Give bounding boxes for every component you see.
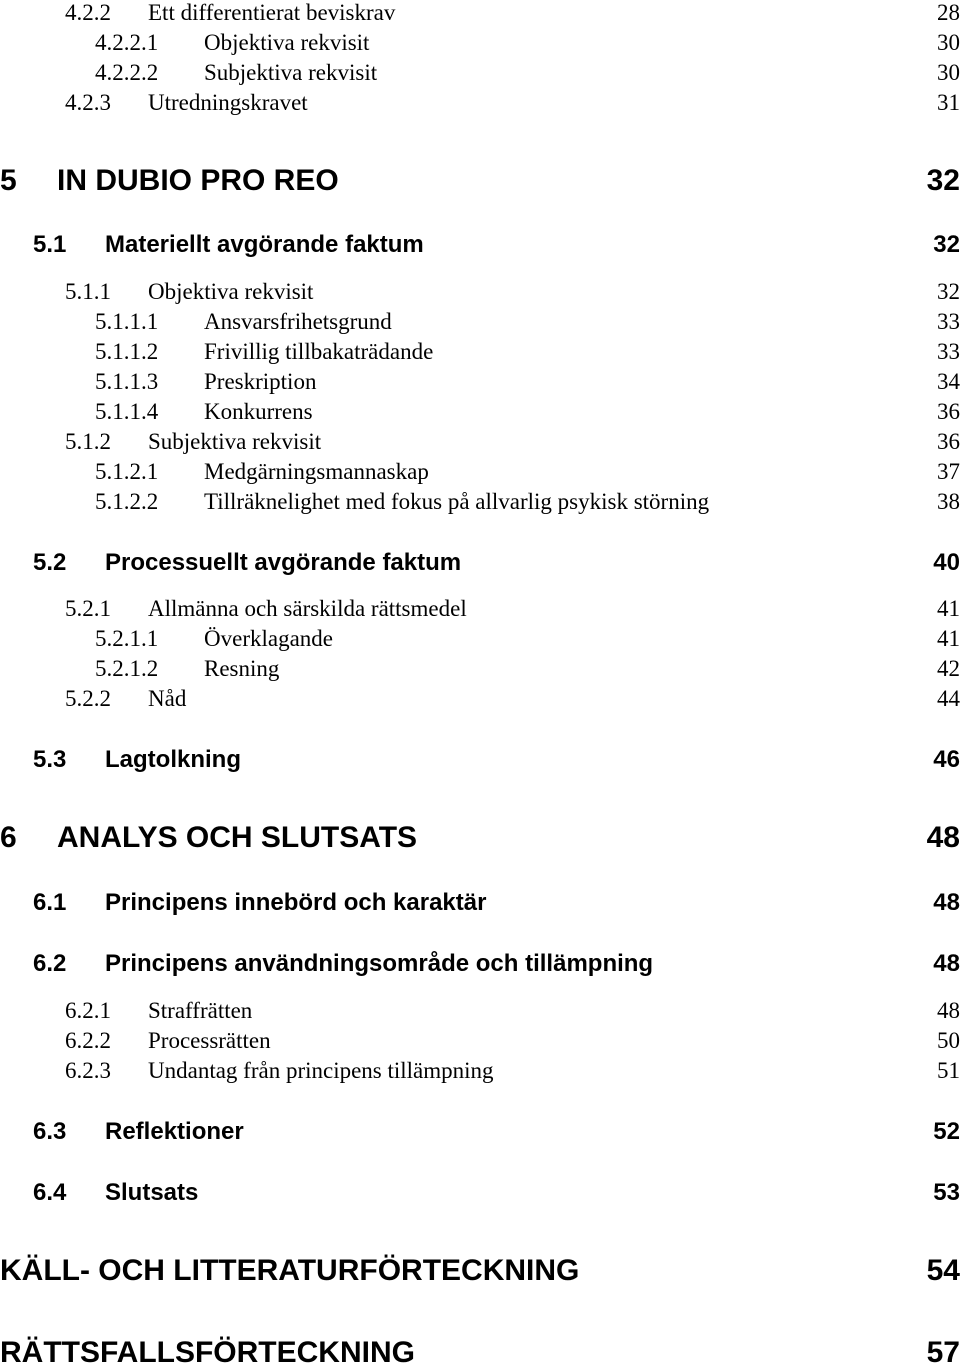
- toc-entry-title: Ansvarsfrihetsgrund: [204, 309, 392, 334]
- toc-entry-page: 37: [937, 459, 960, 484]
- toc-entry-number: 6.2.1: [65, 998, 111, 1023]
- toc-entry-title: Straffrätten: [148, 998, 253, 1023]
- toc-entry-title: Tillräknelighet med fokus på allvarlig psykisk störning: [204, 489, 710, 514]
- toc-entry-number: 4.2.2.2: [95, 60, 159, 85]
- toc-entry[interactable]: [0, 164, 960, 198]
- toc-entry-title: Nåd: [148, 686, 187, 711]
- toc-entry-number: 5.1.2.2: [95, 489, 159, 514]
- toc-entry[interactable]: [0, 275, 960, 309]
- toc-entry[interactable]: [0, 485, 960, 519]
- toc-entry[interactable]: [0, 1254, 960, 1288]
- toc-entry-number: 5.3: [33, 746, 67, 773]
- toc-entry-title: Processrätten: [148, 1028, 271, 1053]
- toc-entry[interactable]: [0, 335, 960, 369]
- toc-entry-page: 57: [926, 1336, 960, 1369]
- toc-entry-page: 38: [937, 489, 960, 514]
- toc-entry[interactable]: [0, 228, 960, 262]
- toc-entry-title: Principens innebörd och karaktär: [105, 889, 487, 916]
- toc-entry[interactable]: [0, 455, 960, 489]
- toc-entry-title: Materiellt avgörande faktum: [105, 231, 424, 258]
- toc-entry-page: 51: [937, 1058, 960, 1083]
- toc-entry-page: 32: [926, 164, 960, 197]
- toc-entry[interactable]: [0, 1336, 960, 1370]
- toc-entry-page: 33: [937, 339, 960, 364]
- toc-entry-page: 33: [937, 309, 960, 334]
- toc-entry[interactable]: [0, 1024, 960, 1058]
- toc-entry-number: 5.2: [33, 549, 67, 576]
- toc-entry-title: Objektiva rekvisit: [204, 30, 370, 55]
- toc-entry-title: Slutsats: [105, 1179, 199, 1206]
- toc-entry-title: Undantag från principens tillämpning: [148, 1058, 494, 1083]
- toc-entry[interactable]: [0, 546, 960, 580]
- toc-entry-number: 6.1: [33, 889, 67, 916]
- toc-entry[interactable]: [0, 1115, 960, 1149]
- toc-entry[interactable]: [0, 1176, 960, 1210]
- toc-entry-page: 36: [937, 429, 960, 454]
- toc-entry-page: 41: [937, 596, 960, 621]
- toc-entry-title: Allmänna och särskilda rättsmedel: [148, 596, 467, 621]
- toc-entry-number: 5.2.1.2: [95, 656, 159, 681]
- toc-entry-number: 4.2.2: [65, 0, 111, 25]
- toc-entry-page: 48: [933, 889, 960, 916]
- toc-entry-title: Ett differentierat beviskrav: [148, 0, 396, 25]
- toc-entry[interactable]: [0, 743, 960, 777]
- toc-entry-title: Processuellt avgörande faktum: [105, 549, 462, 576]
- toc-entry-title: Lagtolkning: [105, 746, 241, 773]
- toc-entry-number: 6: [0, 821, 17, 854]
- toc-entry-page: 52: [933, 1118, 960, 1145]
- toc-entry[interactable]: [0, 622, 960, 656]
- toc-entry-number: 5.1.1.3: [95, 369, 159, 394]
- toc-entry-page: 48: [933, 950, 960, 977]
- toc-entry-number: 6.2.2: [65, 1028, 111, 1053]
- toc-entry[interactable]: [0, 305, 960, 339]
- toc-entry[interactable]: [0, 652, 960, 686]
- toc-entry[interactable]: [0, 994, 960, 1028]
- toc-entry-page: 53: [933, 1179, 960, 1206]
- toc-entry-title: Frivillig tillbakaträdande: [204, 339, 434, 364]
- toc-entry-number: 5.1: [33, 231, 67, 258]
- toc-entry-number: 5.1.2.1: [95, 459, 159, 484]
- toc-entry-title: ANALYS OCH SLUTSATS: [57, 821, 418, 854]
- toc-entry-title: Preskription: [204, 369, 317, 394]
- toc-entry[interactable]: [0, 682, 960, 716]
- toc-entry-number: 5.1.1: [65, 279, 111, 304]
- toc-entry-number: 5.1.1.2: [95, 339, 159, 364]
- toc-entry-number: 5.1.1.1: [95, 309, 159, 334]
- toc-entry-title: Reflektioner: [105, 1118, 244, 1145]
- toc-entry-page: 48: [937, 998, 960, 1023]
- toc-entry-number: 6.2: [33, 950, 67, 977]
- toc-entry-page: 40: [933, 549, 960, 576]
- toc-entry-page: 44: [937, 686, 960, 711]
- toc-entry[interactable]: [0, 26, 960, 60]
- toc-entry-page: 34: [937, 369, 960, 394]
- toc-entry-title: Objektiva rekvisit: [148, 279, 314, 304]
- toc-entry-page: 28: [937, 0, 960, 25]
- toc-entry-number: 4.2.3: [65, 90, 111, 115]
- toc-entry-number: 5.2.1.1: [95, 626, 159, 651]
- toc-entry-page: 30: [937, 60, 960, 85]
- toc-entry[interactable]: [0, 592, 960, 626]
- toc-entry-page: 36: [937, 399, 960, 424]
- toc-entry-number: 5.2.2: [65, 686, 111, 711]
- toc-entry[interactable]: [0, 56, 960, 90]
- toc-entry[interactable]: [0, 425, 960, 459]
- toc-entry-title: Resning: [204, 656, 280, 681]
- toc-entry-title: Medgärningsmannaskap: [204, 459, 429, 484]
- toc-entry[interactable]: [0, 365, 960, 399]
- toc-entry-number: 5.1.1.4: [95, 399, 159, 424]
- toc-entry-page: 46: [933, 746, 960, 773]
- toc-entry-number: 5.2.1: [65, 596, 111, 621]
- toc-entry-page: 42: [937, 656, 960, 681]
- toc-entry-title: Utredningskravet: [148, 90, 308, 115]
- toc-entry-title: Principens användningsområde och tillämpning: [105, 950, 654, 977]
- toc-entry-number: 6.2.3: [65, 1058, 111, 1083]
- toc-entry-number: 5: [0, 164, 17, 197]
- toc-entry-page: 30: [937, 30, 960, 55]
- toc-entry-title: Subjektiva rekvisit: [204, 60, 378, 85]
- toc-entry-title: Överklagande: [204, 626, 333, 651]
- toc-entry-page: 50: [937, 1028, 960, 1053]
- toc-entry[interactable]: [0, 86, 960, 120]
- toc-entry-page: 31: [937, 90, 960, 115]
- toc-entry[interactable]: [0, 1054, 960, 1088]
- toc-entry-number: 6.4: [33, 1179, 67, 1206]
- toc-entry[interactable]: [0, 395, 960, 429]
- toc-entry-title: Subjektiva rekvisit: [148, 429, 322, 454]
- toc-entry-number: 5.1.2: [65, 429, 111, 454]
- toc-entry[interactable]: [0, 821, 960, 855]
- toc-entry-title: KÄLL- OCH LITTERATURFÖRTECKNING: [0, 1254, 580, 1287]
- toc-entry[interactable]: [0, 886, 960, 920]
- toc-entry-page: 41: [937, 626, 960, 651]
- toc-entry-page: 32: [933, 231, 960, 258]
- toc-entry[interactable]: [0, 947, 960, 981]
- toc-entry-number: 6.3: [33, 1118, 67, 1145]
- toc-entry-number: 4.2.2.1: [95, 30, 159, 55]
- toc-entry-page: 32: [937, 279, 960, 304]
- toc-entry-title: Konkurrens: [204, 399, 313, 424]
- toc-entry-page: 54: [926, 1254, 960, 1287]
- toc-entry-page: 48: [926, 821, 960, 854]
- toc-entry-title: IN DUBIO PRO REO: [57, 164, 339, 197]
- toc-entry-title: RÄTTSFALLSFÖRTECKNING: [0, 1336, 415, 1369]
